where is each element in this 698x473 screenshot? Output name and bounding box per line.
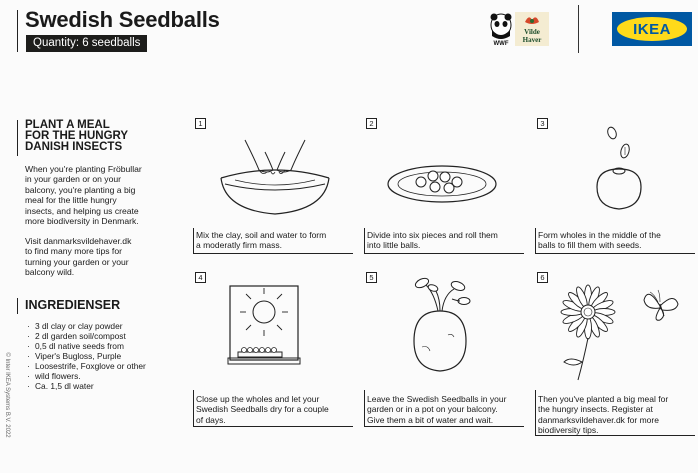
vilde-haver-logo <box>515 12 549 46</box>
svg-text:Haver: Haver <box>522 36 542 44</box>
caption-underline <box>364 426 524 427</box>
sprouting-seedball-illustration <box>400 275 480 375</box>
list-item-continuation: · Viper's Bugloss, Purple <box>25 351 185 361</box>
page-title: Swedish Seedballs <box>25 7 220 32</box>
sidebar-heading-line-2: FOR THE HUNGRY <box>25 130 129 142</box>
caption-border <box>193 228 194 253</box>
window-sun-drying-illustration <box>228 284 300 366</box>
seeds-into-ball-illustration <box>590 125 650 215</box>
step-5-number: 5 <box>366 272 377 283</box>
caption-border <box>535 228 536 253</box>
caption-border <box>364 390 365 426</box>
list-item-continuation: · Loosestrife, Foxglove or other <box>25 361 185 371</box>
caption-underline <box>535 253 695 254</box>
wwf-label: WWF <box>493 41 509 46</box>
header-divider <box>578 5 579 53</box>
ingredients-list <box>25 321 185 391</box>
title-accent-line <box>17 10 18 52</box>
ingredients-accent-line <box>17 298 18 314</box>
caption-underline <box>535 435 695 436</box>
sidebar-visit-text: Visit danmarksvildehaver.dk to find many more tips for turning your garden or your balcony wild. <box>25 236 132 278</box>
heading-accent-line <box>17 120 18 156</box>
list-item: · 3 dl clay or clay powder <box>25 321 185 331</box>
caption-underline <box>193 253 353 254</box>
caption-border <box>364 228 365 253</box>
list-item: · Ca. 1,5 dl water <box>25 381 185 391</box>
caption-underline <box>193 426 353 427</box>
ikea-wordmark: IKEA <box>633 20 671 38</box>
list-item-continuation: · wild flowers. <box>25 371 185 381</box>
quantity-badge: Quantity: 6 seedballs <box>26 35 147 52</box>
step-4-caption: Close up the wholes and let your Swedish Seedballs dry for a couple of days. <box>196 394 329 425</box>
step-6-number: 6 <box>537 272 548 283</box>
wwf-panda-logo <box>488 12 514 46</box>
plate-with-balls-illustration <box>385 160 500 205</box>
butterfly-icon <box>644 290 678 320</box>
step-1-caption: Mix the clay, soil and water to form a moderatly firm mass. <box>196 230 327 251</box>
sidebar-heading-line-3: DANISH INSECTS <box>25 141 123 153</box>
step-4-number: 4 <box>195 272 206 283</box>
step-5-caption: Leave the Swedish Seedballs in your garden or in a pot on your balcony. Give them a bit of water and wait. <box>367 394 507 425</box>
step-3-caption: Form wholes in the middle of the balls to fill them with seeds. <box>538 230 661 251</box>
ingredients-heading: INGREDIENSER <box>25 298 121 312</box>
step-2-number: 2 <box>366 118 377 129</box>
mixing-bowl-hands-illustration <box>215 140 335 220</box>
list-item: · 0,5 dl native seeds from <box>25 341 185 351</box>
svg-text:Vilde: Vilde <box>524 28 540 36</box>
step-1-number: 1 <box>195 118 206 129</box>
ikea-logo <box>612 12 692 46</box>
step-3-number: 3 <box>537 118 548 129</box>
sidebar-intro: When you're planting Fröbullar in your garden or on your balcony, you're planting a big meal for the little hungry insects, and helping us create more biodiversity in Denmark. <box>25 164 142 227</box>
list-item: · 2 dl garden soil/compost <box>25 331 185 341</box>
caption-border <box>535 390 536 435</box>
sidebar-heading-line-1: PLANT A MEAL <box>25 119 110 131</box>
flower-butterfly-illustration <box>548 282 686 382</box>
step-6-caption: Then you've planted a big meal for the hungry insects. Register at danmarksvildehaver.dk for more biodiversity tips. <box>538 394 669 436</box>
step-2-caption: Divide into six pieces and roll them into little balls. <box>367 230 498 251</box>
caption-border <box>193 390 194 426</box>
caption-underline <box>364 253 524 254</box>
copyright-notice: © Inter IKEA Systems B.V. 2022 <box>4 352 10 438</box>
